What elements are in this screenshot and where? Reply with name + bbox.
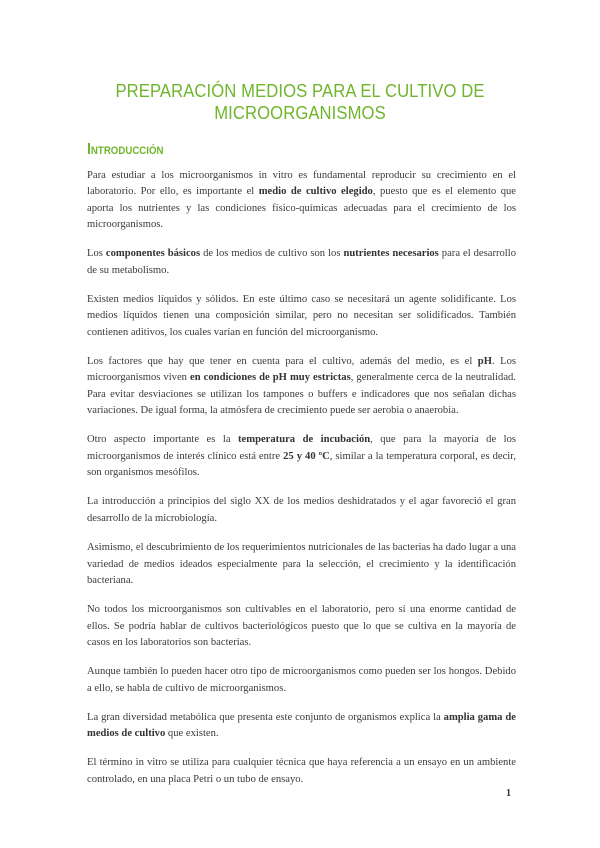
text-run: , puesto que es el elemento que aporta los nutrientes y las condiciones físico-químicas adecuadas para el crecimiento de los microorganismos. <box>87 186 517 231</box>
text-run: Los <box>87 248 106 260</box>
text-run: que existen. <box>165 728 219 740</box>
text-run: La gran diversidad metabólica que presenta este conjunto de organismos explica la <box>87 711 444 723</box>
text-run: Aunque también lo pueden hacer otro tipo de microorganismos como pueden ser los hongos. Debido a ello, se habla de cultivo de microorganismos. <box>87 666 516 694</box>
bold-text: en condiciones de pH muy estrictas <box>190 372 351 384</box>
text-run: Asimismo, el descubrimiento de los requerimientos nutricionales de las bacterias ha dado lugar a una variedad de medios ideados especialmente para la selección, el crecimiento y la identificación bacteriana. <box>87 542 516 586</box>
text-run: Para estudiar a los microorganismos in vitro es fundamental reproducir su crecimiento en el laboratorio. Por ello, es importante el <box>87 170 516 198</box>
bold-text: pH <box>477 356 492 368</box>
text-run: Los factores que hay que tener en cuenta para el cultivo, además del medio, es el <box>87 356 478 368</box>
paragraph <box>87 354 516 420</box>
paragraph <box>87 540 516 589</box>
body-text <box>87 168 516 801</box>
paragraph <box>87 432 516 481</box>
bold-text: 25 y 40 ºC <box>283 450 330 462</box>
text-run: El término in vitro se utiliza para cualquier técnica que haya referencia a un ensayo en un ambiente controlado, en una placa Petri o un tubo de ensayo. <box>87 757 516 785</box>
text-run: La introducción a principios del siglo XX de los medios deshidratados y el agar favoreció el gran desarrollo de la microbiología. <box>87 496 516 524</box>
paragraph <box>87 246 516 279</box>
paragraph <box>87 710 516 743</box>
page-number: 1 <box>506 788 511 799</box>
document-title: PREPARACIÓN MEDIOS PARA EL CULTIVO DE MICROORGANISMOS <box>115 80 485 123</box>
text-run: , similar a la temperatura corporal, es decir, son organismos mesófilos. <box>87 450 516 479</box>
text-run: de los medios de cultivo son los <box>200 248 344 260</box>
paragraph <box>87 168 516 234</box>
paragraph <box>87 292 516 341</box>
text-run: , generalmente cerca de la neutralidad. Para evitar desviaciones se utilizan los tampones o buffers e indicadores que nos señalan dichas variaciones. De igual forma, la atmósfera de crecimiento puede ser aerobia o anaerobia. <box>87 372 516 417</box>
text-run: Existen medios líquidos y sólidos. En este último caso se necesitará un agente solidificante. Los medios líquidos tienen una composición similar, pero no necesitan ser solidificados. También contienen aditivos, los cuales varían en función del microorganismo. <box>87 294 516 338</box>
text-run: para el desarrollo de su metabolismo. <box>87 248 516 276</box>
text-run: Otro aspecto importante es la <box>87 434 239 446</box>
bold-text: nutrientes necesarios <box>343 248 439 260</box>
section-heading-introduccion: Introducción <box>87 141 164 158</box>
bold-text: amplia gama de medios de cultivo <box>87 711 516 740</box>
bold-text: medio de cultivo elegido <box>258 186 373 198</box>
bold-text: componentes básicos <box>105 248 201 260</box>
paragraph <box>87 755 516 788</box>
text-run: . Los microorganismos viven <box>87 356 517 384</box>
paragraph <box>87 664 516 697</box>
bold-text: temperatura de incubación <box>238 434 371 446</box>
text-run: , que para la mayoría de los microorganismos de interés clínico está entre <box>87 434 516 462</box>
paragraph <box>87 602 516 651</box>
text-run: No todos los microorganismos son cultivables en el laboratorio, pero sí una enorme cantidad de ellos. Se podría hablar de cultivos bacteriológicos puesto que lo que se cultiva en la mayoría de casos en los laboratorios son bacterias. <box>87 604 516 648</box>
paragraph <box>87 494 516 527</box>
